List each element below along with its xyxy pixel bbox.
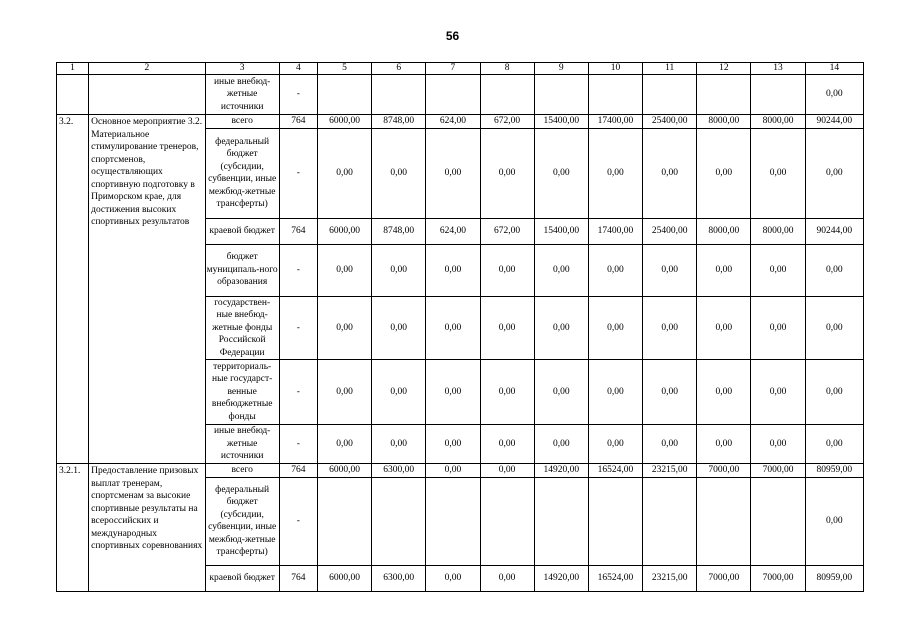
value-cell: 0,00 bbox=[643, 128, 697, 218]
value-cell: 0,00 bbox=[534, 128, 588, 218]
value-cell: 0,00 bbox=[643, 425, 697, 464]
value-cell bbox=[588, 75, 642, 115]
value-cell bbox=[372, 477, 426, 565]
header-cell: 8 bbox=[480, 63, 534, 75]
value-cell: 23215,00 bbox=[643, 565, 697, 591]
value-cell: 0,00 bbox=[697, 425, 751, 464]
value-cell: 0,00 bbox=[426, 464, 480, 478]
value-cell bbox=[751, 75, 805, 115]
value-cell: 0,00 bbox=[372, 360, 426, 425]
value-cell: 0,00 bbox=[480, 360, 534, 425]
value-cell: - bbox=[279, 477, 317, 565]
value-cell: 7000,00 bbox=[697, 464, 751, 478]
value-cell: 672,00 bbox=[480, 218, 534, 244]
value-cell: 7000,00 bbox=[751, 565, 805, 591]
value-cell: 6000,00 bbox=[317, 115, 371, 129]
value-cell: 6000,00 bbox=[317, 565, 371, 591]
value-cell: 0,00 bbox=[805, 425, 863, 464]
value-cell: 764 bbox=[279, 218, 317, 244]
value-cell bbox=[317, 75, 371, 115]
value-cell: 0,00 bbox=[480, 464, 534, 478]
funding-source: бюджет муниципаль-ного образования bbox=[205, 244, 279, 296]
budget-table bbox=[56, 62, 864, 592]
value-cell: 0,00 bbox=[805, 296, 863, 360]
value-cell: 0,00 bbox=[643, 296, 697, 360]
value-cell: 0,00 bbox=[805, 244, 863, 296]
value-cell: 0,00 bbox=[426, 128, 480, 218]
value-cell bbox=[643, 477, 697, 565]
header-cell: 4 bbox=[279, 63, 317, 75]
value-cell: 25400,00 bbox=[643, 115, 697, 129]
header-cell: 12 bbox=[697, 63, 751, 75]
value-cell: 0,00 bbox=[480, 565, 534, 591]
value-cell bbox=[534, 477, 588, 565]
value-cell: 0,00 bbox=[534, 360, 588, 425]
value-cell: 16524,00 bbox=[588, 464, 642, 478]
value-cell: 0,00 bbox=[805, 477, 863, 565]
value-cell: - bbox=[279, 128, 317, 218]
row-name: Предоставление призовых выплат тренерам, спортсменам за высокие спортивные результаты на всероссийских и международных спортивных соревнованиях bbox=[89, 464, 205, 592]
value-cell: 6000,00 bbox=[317, 464, 371, 478]
value-cell: 0,00 bbox=[480, 296, 534, 360]
value-cell bbox=[534, 75, 588, 115]
value-cell: 6300,00 bbox=[372, 464, 426, 478]
header-cell: 11 bbox=[643, 63, 697, 75]
value-cell bbox=[643, 75, 697, 115]
row-name bbox=[89, 75, 205, 115]
value-cell: 0,00 bbox=[317, 244, 371, 296]
funding-source: краевой бюджет bbox=[205, 565, 279, 591]
value-cell: 8000,00 bbox=[697, 218, 751, 244]
header-cell: 3 bbox=[205, 63, 279, 75]
value-cell bbox=[697, 477, 751, 565]
value-cell: 0,00 bbox=[317, 360, 371, 425]
value-cell: 0,00 bbox=[751, 296, 805, 360]
value-cell: 0,00 bbox=[697, 244, 751, 296]
header-cell: 7 bbox=[426, 63, 480, 75]
value-cell: 0,00 bbox=[372, 296, 426, 360]
funding-source: всего bbox=[205, 464, 279, 478]
value-cell: 0,00 bbox=[426, 296, 480, 360]
value-cell: 8000,00 bbox=[751, 115, 805, 129]
value-cell bbox=[588, 477, 642, 565]
value-cell: 0,00 bbox=[751, 128, 805, 218]
value-cell: 14920,00 bbox=[534, 464, 588, 478]
header-cell: 2 bbox=[89, 63, 205, 75]
value-cell: 0,00 bbox=[697, 296, 751, 360]
value-cell: 8748,00 bbox=[372, 115, 426, 129]
value-cell: 672,00 bbox=[480, 115, 534, 129]
value-cell: 0,00 bbox=[317, 296, 371, 360]
value-cell: 0,00 bbox=[588, 425, 642, 464]
value-cell bbox=[317, 477, 371, 565]
value-cell: 7000,00 bbox=[751, 464, 805, 478]
value-cell: 0,00 bbox=[372, 425, 426, 464]
value-cell: 90244,00 bbox=[805, 115, 863, 129]
value-cell: 0,00 bbox=[480, 244, 534, 296]
value-cell: 0,00 bbox=[480, 128, 534, 218]
value-cell: 8000,00 bbox=[697, 115, 751, 129]
header-cell: 10 bbox=[588, 63, 642, 75]
value-cell: 17400,00 bbox=[588, 218, 642, 244]
value-cell: 0,00 bbox=[426, 425, 480, 464]
header-cell: 14 bbox=[805, 63, 863, 75]
value-cell: 0,00 bbox=[751, 244, 805, 296]
value-cell: 6000,00 bbox=[317, 218, 371, 244]
value-cell bbox=[480, 75, 534, 115]
value-cell bbox=[697, 75, 751, 115]
header-cell: 9 bbox=[534, 63, 588, 75]
value-cell: 0,00 bbox=[534, 425, 588, 464]
value-cell: 764 bbox=[279, 115, 317, 129]
funding-source: краевой бюджет bbox=[205, 218, 279, 244]
value-cell bbox=[751, 477, 805, 565]
value-cell: 0,00 bbox=[643, 360, 697, 425]
value-cell: 23215,00 bbox=[643, 464, 697, 478]
value-cell: - bbox=[279, 244, 317, 296]
value-cell: 0,00 bbox=[643, 244, 697, 296]
value-cell: 0,00 bbox=[534, 244, 588, 296]
row-code bbox=[57, 75, 89, 115]
value-cell: 0,00 bbox=[588, 296, 642, 360]
value-cell: 0,00 bbox=[697, 360, 751, 425]
value-cell: 0,00 bbox=[534, 296, 588, 360]
value-cell: 0,00 bbox=[805, 360, 863, 425]
row-name: Основное мероприятие 3.2. Материальное стимулирование тренеров, спортсменов, осуществляющих спортивную подготовку в Приморском крае, для достижения высоких спортивных результатов bbox=[89, 115, 205, 464]
value-cell: 15400,00 bbox=[534, 218, 588, 244]
value-cell: 16524,00 bbox=[588, 565, 642, 591]
funding-source: территориаль-ные государст-венные внебюджетные фонды bbox=[205, 360, 279, 425]
row-code: 3.2. bbox=[57, 115, 89, 464]
value-cell: 0,00 bbox=[751, 425, 805, 464]
table-row bbox=[57, 115, 864, 129]
header-row bbox=[57, 63, 864, 75]
funding-source: федеральный бюджет (субсидии, субвенции, иные межбюд-жетные трансферты) bbox=[205, 128, 279, 218]
value-cell: 7000,00 bbox=[697, 565, 751, 591]
value-cell: 25400,00 bbox=[643, 218, 697, 244]
value-cell: - bbox=[279, 425, 317, 464]
value-cell: 80959,00 bbox=[805, 565, 863, 591]
funding-source: федеральный бюджет (субсидии, субвенции, иные межбюд-жетные трансферты) bbox=[205, 477, 279, 565]
value-cell: 0,00 bbox=[317, 425, 371, 464]
value-cell bbox=[480, 477, 534, 565]
funding-source: иные внебюд-жетные источники bbox=[205, 75, 279, 115]
value-cell: 0,00 bbox=[588, 360, 642, 425]
value-cell: 80959,00 bbox=[805, 464, 863, 478]
value-cell: 17400,00 bbox=[588, 115, 642, 129]
header-cell: 1 bbox=[57, 63, 89, 75]
value-cell: 624,00 bbox=[426, 115, 480, 129]
header-cell: 13 bbox=[751, 63, 805, 75]
row-code: 3.2.1. bbox=[57, 464, 89, 592]
value-cell: 0,00 bbox=[480, 425, 534, 464]
value-cell: 0,00 bbox=[805, 75, 863, 115]
table-row bbox=[57, 75, 864, 115]
value-cell: 6300,00 bbox=[372, 565, 426, 591]
value-cell: 0,00 bbox=[426, 244, 480, 296]
value-cell: 0,00 bbox=[588, 244, 642, 296]
funding-source: иные внебюд-жетные источники bbox=[205, 425, 279, 464]
value-cell: 0,00 bbox=[805, 128, 863, 218]
header-cell: 6 bbox=[372, 63, 426, 75]
page-number: 56 bbox=[445, 29, 460, 43]
value-cell: - bbox=[279, 296, 317, 360]
value-cell: 0,00 bbox=[697, 128, 751, 218]
header-cell: 5 bbox=[317, 63, 371, 75]
value-cell: 0,00 bbox=[372, 128, 426, 218]
table-row bbox=[57, 464, 864, 478]
value-cell: 0,00 bbox=[751, 360, 805, 425]
value-cell bbox=[372, 75, 426, 115]
value-cell: 624,00 bbox=[426, 218, 480, 244]
value-cell: 764 bbox=[279, 565, 317, 591]
value-cell bbox=[426, 477, 480, 565]
value-cell: 764 bbox=[279, 464, 317, 478]
value-cell: - bbox=[279, 360, 317, 425]
value-cell: 0,00 bbox=[426, 360, 480, 425]
value-cell: 15400,00 bbox=[534, 115, 588, 129]
value-cell: 0,00 bbox=[588, 128, 642, 218]
value-cell: 14920,00 bbox=[534, 565, 588, 591]
funding-source: государствен-ные внебюд-жетные фонды Российской Федерации bbox=[205, 296, 279, 360]
value-cell: - bbox=[279, 75, 317, 115]
value-cell bbox=[426, 75, 480, 115]
funding-source: всего bbox=[205, 115, 279, 129]
value-cell: 0,00 bbox=[426, 565, 480, 591]
value-cell: 0,00 bbox=[372, 244, 426, 296]
value-cell: 8000,00 bbox=[751, 218, 805, 244]
value-cell: 90244,00 bbox=[805, 218, 863, 244]
value-cell: 0,00 bbox=[317, 128, 371, 218]
value-cell: 8748,00 bbox=[372, 218, 426, 244]
